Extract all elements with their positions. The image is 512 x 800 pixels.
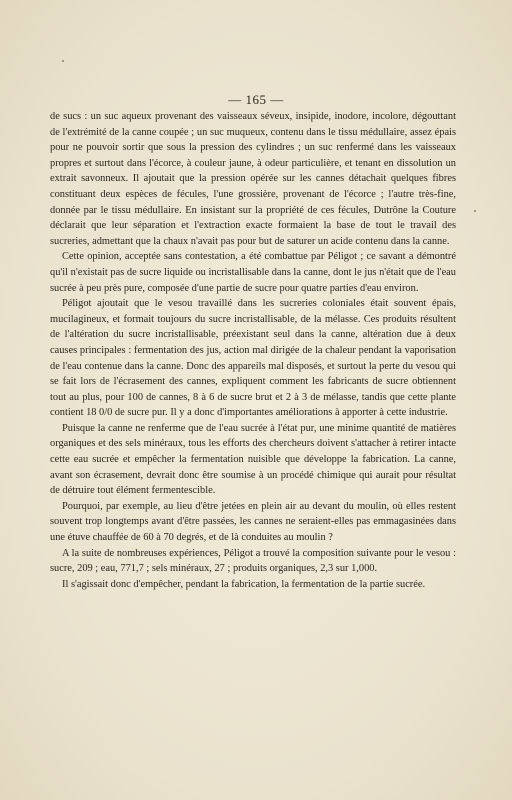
page-number: — 165 — <box>228 92 284 107</box>
paragraph-4: Puisque la canne ne renferme que de l'eau sucrée à l'état pur, une minime quantité de matières organiques et des sels minéraux, tous les efforts des chercheurs doivent s'attacher à retirer intacte cette eau sucrée et empêcher la fermentation nuisible que développe la fabrication. La canne, avant son écrasement, devrait donc être soumise à un procédé chimique qui aurait pour résultat de détruire tout élément fermentescible. <box>50 422 456 497</box>
paper-speck <box>474 210 476 212</box>
paragraph-3: Péligot ajoutait que le vesou travaillé dans les sucreries coloniales était souvent épais, mucilagineux, et formait toujours du sucre incristallisable, de la mélasse. Ces produits résultent de l'altération du sucre incristallisable, préexistant seul dans la canne, altération due à deux causes principales : fermentation des jus, action mal dirigée de la chaleur pendant la vaporisation de l'eau contenue dans la canne. Donc des appareils mal disposés, et surtout la perte du vesou qui se fait lors de l'écrasement des cannes, expliquent comment les fabricants de sucre obtiennent tout au plus, pour 100 de cannes, 8 à 6 de sucre brut et 2 à 3 de mélasse, tandis que cette plante contient 18 0/0 de sucre pur. Il y a donc d'importantes améliorations à apporter à cette industrie. <box>50 298 456 419</box>
paper-speck <box>62 60 64 62</box>
paragraph-2: Cette opinion, acceptée sans contestation, a été combattue par Péligot ; ce savant a démontré qu'il n'existait pas de sucre liquide ou incristallisable dans la canne, dont le jus n'était que de l'eau sucrée à peu près pure, composée d'une partie de sucre pour quatre parties d'eau environ. <box>50 251 456 294</box>
paragraph-7: Il s'agissait donc d'empêcher, pendant la fabrication, la fermentation de la partie sucrée. <box>62 578 426 590</box>
paragraph-1: de sucs : un suc aqueux provenant des vaisseaux séveux, insipide, inodore, incolore, dégouttant de l'extrémité de la canne coupée ; un suc muqueux, contenu dans le tissu médullaire, assez épais pour ne pouvoir sortir que sous la pression des cylindres ; un suc renfermé dans les vaisseaux propres et surtout dans l'écorce, à couleur jaune, à odeur particulière, et tenant en dissolution un extrait savonneux. Il ajoutait que la pression opérée sur les cannes détachait quelques fibres constituant deux espèces de fécules, l'une grossière, provenant de l'écorce ; l'autre très-fine, donnée par le tissu médullaire. En insistant sur la propriété de ces fécules, Dutrône la Couture déclarait que leur séparation et l'extraction exacte formaient la base de tout le travail des sucreries, admettant que la chaux n'avait pas pour but de saturer un acide contenu dans la canne. <box>50 111 456 247</box>
paragraph-6: A la suite de nombreuses expériences, Péligot a trouvé la composition suivante pour le vesou : sucre, 209 ; eau, 771,7 ; sels minéraux, 27 ; produits organiques, 2,3 sur 1,000. <box>50 547 456 575</box>
paragraph-5: Pourquoi, par exemple, au lieu d'être jetées en plein air au devant du moulin, où elles restent souvent trop longtemps avant d'être passées, les cannes ne seraient-elles pas emmagasinées dans une étuve chauffée de 60 à 70 degrés, et de là conduites au moulin ? <box>50 500 456 544</box>
page-body <box>50 109 456 592</box>
